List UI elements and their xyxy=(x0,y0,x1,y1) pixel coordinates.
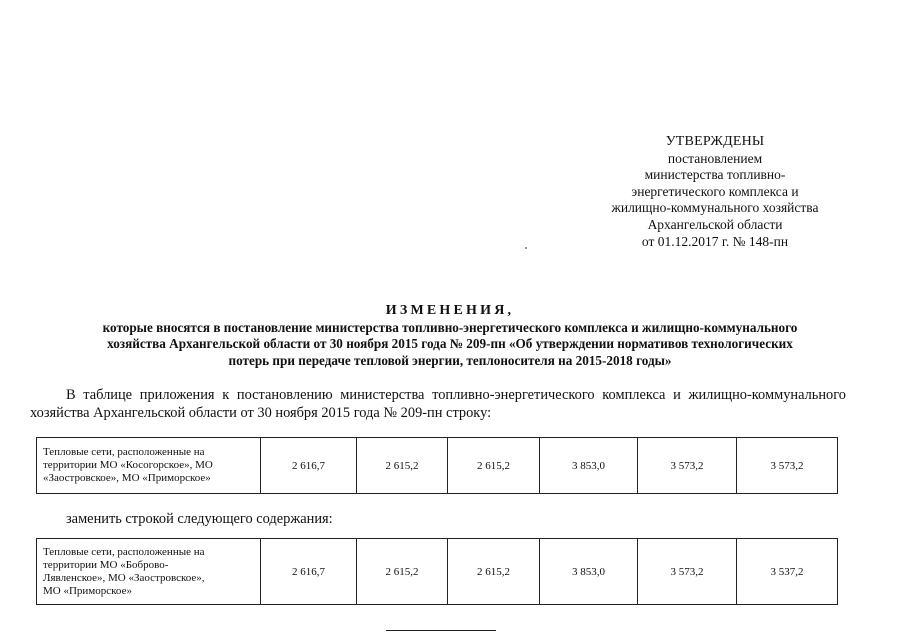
value-cell: 2 615,2 xyxy=(448,438,540,494)
replace-instruction: заменить строкой следующего содержания: xyxy=(66,511,333,527)
row-name-cell xyxy=(37,539,261,605)
value-cell: 3 573,2 xyxy=(638,539,737,605)
new-row-table xyxy=(36,538,838,605)
value-cell: 3 853,0 xyxy=(540,438,638,494)
value-cell: 2 615,2 xyxy=(448,539,540,605)
value-cell: 2 616,7 xyxy=(261,539,357,605)
value-cell: 2 615,2 xyxy=(357,438,448,494)
subtitle-line: которые вносятся в постановление министерства топливно-энергетического комплекса и жилищно-коммунального xyxy=(102,320,798,335)
approval-block xyxy=(590,134,840,250)
row-name-line: территории МО «Боброво- xyxy=(43,558,169,571)
row-name-line: Лявленское», МО «Заостровское», xyxy=(43,571,205,584)
document-subtitle xyxy=(20,320,880,369)
value-cell: 3 573,2 xyxy=(638,438,737,494)
approval-line: от 01.12.2017 г. № 148-пн xyxy=(641,233,789,249)
subtitle-line: хозяйства Архангельской области от 30 ноября 2015 года № 209-пн «Об утверждении нормативов технологических xyxy=(107,336,793,352)
old-row-table xyxy=(36,437,838,494)
value-cell: 3 537,2 xyxy=(737,539,838,605)
value-cell: 3 573,2 xyxy=(737,438,838,494)
value-cell: 3 853,0 xyxy=(540,539,638,605)
approval-line: Архангельской области xyxy=(647,216,783,232)
row-name-line: МО «Приморское» xyxy=(43,584,132,597)
value-cell: 2 616,7 xyxy=(261,438,357,494)
approval-line: энергетического комплекса и xyxy=(631,183,799,199)
approval-line: жилищно-коммунального хозяйства xyxy=(611,200,819,216)
row-name-line: Тепловые сети, расположенные на xyxy=(43,446,205,458)
subtitle-line: потерь при передаче тепловой энергии, теплоносителя на 2015-2018 годы» xyxy=(228,352,672,368)
approval-line: министерства топливно- xyxy=(644,167,786,183)
approval-line: постановлением xyxy=(667,150,763,166)
row-name-cell xyxy=(37,438,261,494)
row-name-line: Тепловые сети, расположенные на xyxy=(43,545,205,558)
document-title: ИЗМЕНЕНИЯ, xyxy=(385,303,515,318)
table-row xyxy=(37,539,838,605)
row-name-line: территории МО «Косогорское», МО xyxy=(43,459,213,471)
intro-paragraph: В таблице приложения к постановлению министерства топливно-энергетического комплекса и жилищно-коммунального хозяйства Архангельской области от 30 ноября 2015 года № 209-пн строку: xyxy=(30,387,846,422)
scan-speck xyxy=(525,247,527,249)
approval-title: УТВЕРЖДЕНЫ xyxy=(665,134,765,149)
row-name-line: «Заостровское», МО «Приморское» xyxy=(43,472,211,484)
table-row xyxy=(37,438,838,494)
value-cell: 2 615,2 xyxy=(357,539,448,605)
closing-line xyxy=(386,630,496,631)
